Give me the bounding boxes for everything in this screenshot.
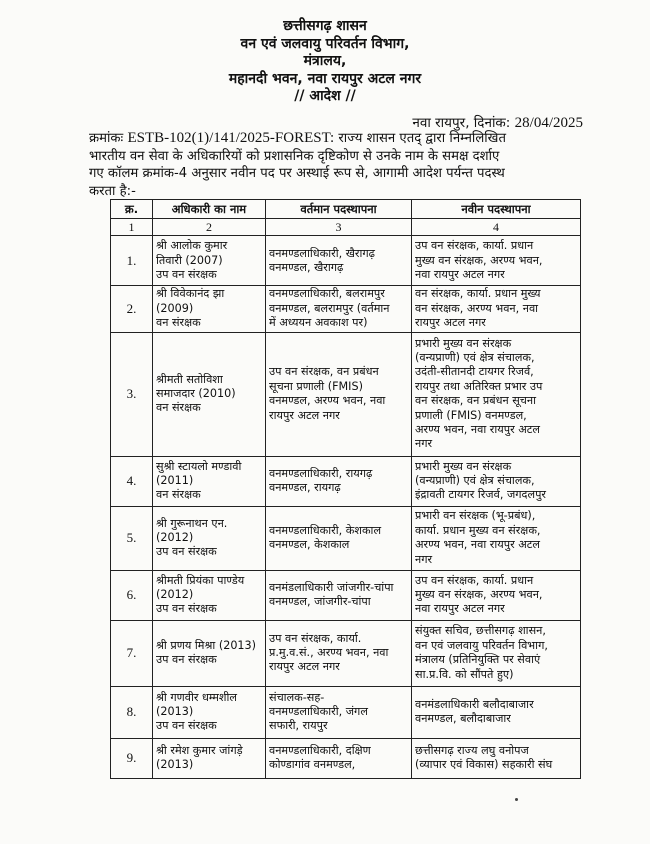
table-row (111, 456, 581, 506)
new-posting-line: वनमंडलाधिकारी बलौदाबाजार (415, 697, 534, 711)
row-serial-number: 3. (111, 332, 153, 456)
officer-name-cell (153, 620, 266, 686)
current-posting-cell (266, 570, 412, 620)
order-text-line1: राज्य शासन एतद् द्वारा निम्नलिखित (338, 131, 506, 146)
new-posting-line: रायपुर तथा अतिरिक्त प्रभार उप (415, 379, 543, 393)
officer-line: (2012) (156, 587, 194, 601)
current-posting-cell (266, 738, 412, 778)
col-number: 4 (412, 219, 581, 236)
new-posting-line: (वन्यप्राणी) एवं क्षेत्र संचालक, (415, 473, 535, 487)
current-posting-line: वनमण्डलाधिकारी, खैरागढ़ (269, 246, 375, 260)
officer-line: श्री आलोक कुमार (156, 239, 228, 253)
current-posting-line: कोण्डागांव वनमण्डल, (269, 758, 356, 772)
new-posting-line: मुख्य वन संरक्षक, अरण्य भवन, (415, 253, 543, 267)
new-posting-line: कार्या. प्रधान मुख्य वन संरक्षक, (415, 523, 541, 537)
new-posting-cell (412, 456, 581, 506)
officer-line: उप वन संरक्षक (156, 602, 217, 616)
new-posting-line: उप वन संरक्षक, कार्या. प्रधान (415, 573, 534, 587)
row-serial-number: 4. (111, 456, 153, 506)
new-posting-line: (व्यापार एवं विकास) सहकारी संघ (415, 758, 553, 772)
officer-line: वन संरक्षक (156, 401, 201, 415)
officer-line: उप वन संरक्षक (156, 653, 217, 667)
officer-line: उप वन संरक्षक (156, 268, 217, 282)
officer-line: उप वन संरक्षक (156, 545, 217, 559)
column-number-row (111, 219, 581, 236)
ministry-name: मंत्रालय, (303, 53, 347, 69)
officer-line: समाजदार (2010) (156, 386, 236, 400)
new-posting-line: अरण्य भवन, नवा रायपुर अटल (415, 538, 540, 552)
officer-line: सुश्री स्टायलो मण्डावी (156, 459, 242, 473)
officer-name-cell (153, 570, 266, 620)
officer-line: वन संरक्षक (156, 316, 201, 330)
new-posting-line: नवा रायपुर अटल नगर (415, 268, 505, 282)
current-posting-cell (266, 286, 412, 332)
officer-name-cell (153, 686, 266, 738)
table-row (111, 686, 581, 738)
current-posting-line: उप वन संरक्षक, वन प्रबंधन (269, 365, 379, 379)
col-header-current-posting: वर्तमान पदस्थापना (266, 200, 412, 219)
officer-line: उप वन संरक्षक (156, 719, 217, 733)
officer-line: (2012) (156, 530, 194, 544)
new-posting-cell (412, 506, 581, 570)
new-posting-line: नगर (415, 437, 433, 451)
col-header-sno: क्र. (111, 200, 153, 219)
col-number: 3 (266, 219, 412, 236)
officer-line: (2013) (156, 704, 194, 718)
table-header-row (111, 200, 581, 219)
new-posting-line: प्रभारी वन संरक्षक (भू-प्रबंध), (415, 509, 536, 523)
new-posting-cell (412, 686, 581, 738)
officer-line: (2009) (156, 301, 194, 315)
officer-line: श्रीमती सतोविशा (156, 372, 223, 386)
new-posting-line: रायपुर अटल नगर (415, 316, 486, 330)
government-name: छत्तीसगढ़ शासन (283, 18, 367, 34)
current-posting-line: वनमण्डल, अरण्य भवन, नवा (269, 394, 386, 408)
officer-line: श्रीमती प्रियंका पाण्डेय (156, 573, 245, 587)
new-posting-line: उप वन संरक्षक, कार्या. प्रधान (415, 239, 534, 253)
new-posting-line: प्रभारी मुख्य वन संरक्षक (415, 336, 512, 350)
officer-name-cell (153, 506, 266, 570)
current-posting-cell (266, 506, 412, 570)
officer-line: (2013) (156, 758, 194, 772)
current-posting-line: वनमण्डलाधिकारी, रायगढ़ (269, 466, 373, 480)
new-posting-line: इंद्रावती टायगर रिजर्व, जगदलपुर (415, 488, 547, 502)
current-posting-cell (266, 236, 412, 286)
officer-name-cell (153, 236, 266, 286)
officer-name-cell (153, 738, 266, 778)
table-row (111, 332, 581, 456)
col-number: 1 (111, 219, 153, 236)
row-serial-number: 2. (111, 286, 153, 332)
current-posting-line: में अध्ययन अवकाश पर) (269, 316, 368, 330)
new-posting-line: सा.प्र.वि. को सौंपते हुए) (415, 667, 514, 681)
new-posting-line: वन एवं जलवायु परिवर्तन विभाग, (415, 638, 548, 652)
current-posting-cell (266, 686, 412, 738)
officer-line: श्री गुरूनाथन एन. (156, 516, 228, 530)
new-posting-cell (412, 570, 581, 620)
row-serial-number: 9. (111, 738, 153, 778)
new-posting-cell (412, 620, 581, 686)
scan-speck (515, 798, 518, 801)
current-posting-line: वनमण्डल, जांजगीर-चांपा (269, 595, 371, 609)
order-title: // आदेश // (294, 88, 356, 104)
new-posting-line: उदंती-सीतानदी टायगर रिजर्व, (415, 365, 534, 379)
new-posting-line: वनमण्डल, बलौदाबाजार (415, 712, 511, 726)
new-posting-line: प्रभारी मुख्य वन संरक्षक (415, 459, 512, 473)
officer-name-cell (153, 286, 266, 332)
dateline-prefix: नवा रायपुर, दिनांक: (412, 115, 511, 131)
current-posting-line: वनमण्डल, बलरामपुर (वर्तमान (269, 301, 390, 315)
officer-line: वन संरक्षक (156, 488, 201, 502)
row-serial-number: 5. (111, 506, 153, 570)
department-name: वन एवं जलवायु परिवर्तन विभाग, (240, 35, 410, 52)
officer-line: श्री विवेकानंद झा (156, 287, 225, 301)
col-header-officer: अधिकारी का नाम (153, 200, 266, 219)
new-posting-line: वन संरक्षक, वन प्रबंधन सूचना (415, 394, 537, 408)
new-posting-line: (वन्यप्राणी) एवं क्षेत्र संचालक, (415, 350, 535, 364)
new-posting-line: नवा रायपुर अटल नगर (415, 602, 505, 616)
officer-name-cell (153, 456, 266, 506)
table-row (111, 286, 581, 332)
order-reference: ESTB-102(1)/141/2025-FOREST: (127, 130, 335, 146)
current-posting-line: सफारी, रायपुर (269, 719, 328, 733)
officer-line: श्री रमेश कुमार जांगड़े (156, 743, 243, 757)
order-paragraph (89, 130, 581, 200)
current-posting-line: वनमण्डल, केशकाल (269, 538, 350, 552)
order-date: 28/04/2025 (514, 115, 583, 131)
officer-line: (2011) (156, 473, 194, 487)
current-posting-line: वनमण्डल, खैरागढ़ (269, 260, 344, 274)
officer-line: तिवारी (2007) (156, 253, 223, 267)
posting-table (110, 199, 581, 779)
office-address: महानदी भवन, नवा रायपुर अटल नगर (228, 70, 422, 87)
current-posting-cell (266, 332, 412, 456)
officer-line: श्री गणवीर धम्मशील (156, 690, 238, 704)
officer-line: श्री प्रणय मिश्रा (2013) (156, 638, 257, 652)
current-posting-cell (266, 456, 412, 506)
order-text-line2: भारतीय वन सेवा के अधिकारियों को प्रशासनिक दृष्टिकोण से उनके नाम के समक्ष दर्शाए (89, 148, 500, 164)
new-posting-line: प्रणाली (FMIS) वनमण्डल, (415, 408, 527, 422)
current-posting-line: वनमण्डलाधिकारी, बलरामपुर (269, 287, 385, 301)
current-posting-line: वनमंडलाधिकारी जांजगीर-चांपा (269, 580, 394, 594)
current-posting-line: संचालक-सह- (269, 690, 325, 704)
table-row (111, 506, 581, 570)
current-posting-line: रायपुर अटल नगर (269, 408, 340, 422)
new-posting-line: छत्तीसगढ़ राज्य लघु वनोपज (415, 743, 529, 757)
new-posting-cell (412, 236, 581, 286)
current-posting-line: वनमण्डलाधिकारी, दक्षिण (269, 743, 371, 757)
letterhead (0, 18, 650, 106)
new-posting-line: संयुक्त सचिव, छत्तीसगढ़ शासन, (415, 624, 546, 638)
row-serial-number: 1. (111, 236, 153, 286)
new-posting-line: वन संरक्षक, कार्या. प्रधान मुख्य (415, 287, 541, 301)
new-posting-line: वन संरक्षक, अरण्य भवन, नवा (415, 301, 539, 315)
current-posting-line: रायपुर अटल नगर (269, 660, 340, 674)
new-posting-line: नगर (415, 552, 433, 566)
row-serial-number: 8. (111, 686, 153, 738)
table-row (111, 738, 581, 778)
current-posting-line: सूचना प्रणाली (FMIS) (269, 379, 363, 393)
current-posting-line: प्र.मु.व.सं., अरण्य भवन, नवा (269, 645, 389, 659)
new-posting-cell (412, 738, 581, 778)
row-serial-number: 6. (111, 570, 153, 620)
order-text-line3: गए कॉलम क्रमांक-4 अनुसार नवीन पद पर अस्थाई रूप से, आगामी आदेश पर्यन्त पदस्थ (89, 166, 505, 182)
new-posting-cell (412, 332, 581, 456)
col-number: 2 (153, 219, 266, 236)
current-posting-line: वनमण्डलाधिकारी, जंगल (269, 704, 368, 718)
new-posting-line: मंत्रालय (प्रतिनियुक्ति पर सेवाएं (415, 653, 541, 667)
new-posting-line: अरण्य भवन, नवा रायपुर अटल (415, 422, 540, 436)
current-posting-line: वनमण्डल, रायगढ़ (269, 481, 341, 495)
current-posting-line: वनमण्डलाधिकारी, केशकाल (269, 523, 382, 537)
table-row (111, 570, 581, 620)
new-posting-cell (412, 286, 581, 332)
new-posting-line: मुख्य वन संरक्षक, अरण्य भवन, (415, 587, 543, 601)
col-header-new-posting: नवीन पदस्थापना (412, 200, 581, 219)
table-row (111, 236, 581, 286)
order-text-line4: करता है:- (89, 183, 136, 199)
table-row (111, 620, 581, 686)
current-posting-cell (266, 620, 412, 686)
officer-name-cell (153, 332, 266, 456)
row-serial-number: 7. (111, 620, 153, 686)
order-number-prefix: क्रमांकः (89, 131, 124, 146)
current-posting-line: उप वन संरक्षक, कार्या. (269, 631, 362, 645)
